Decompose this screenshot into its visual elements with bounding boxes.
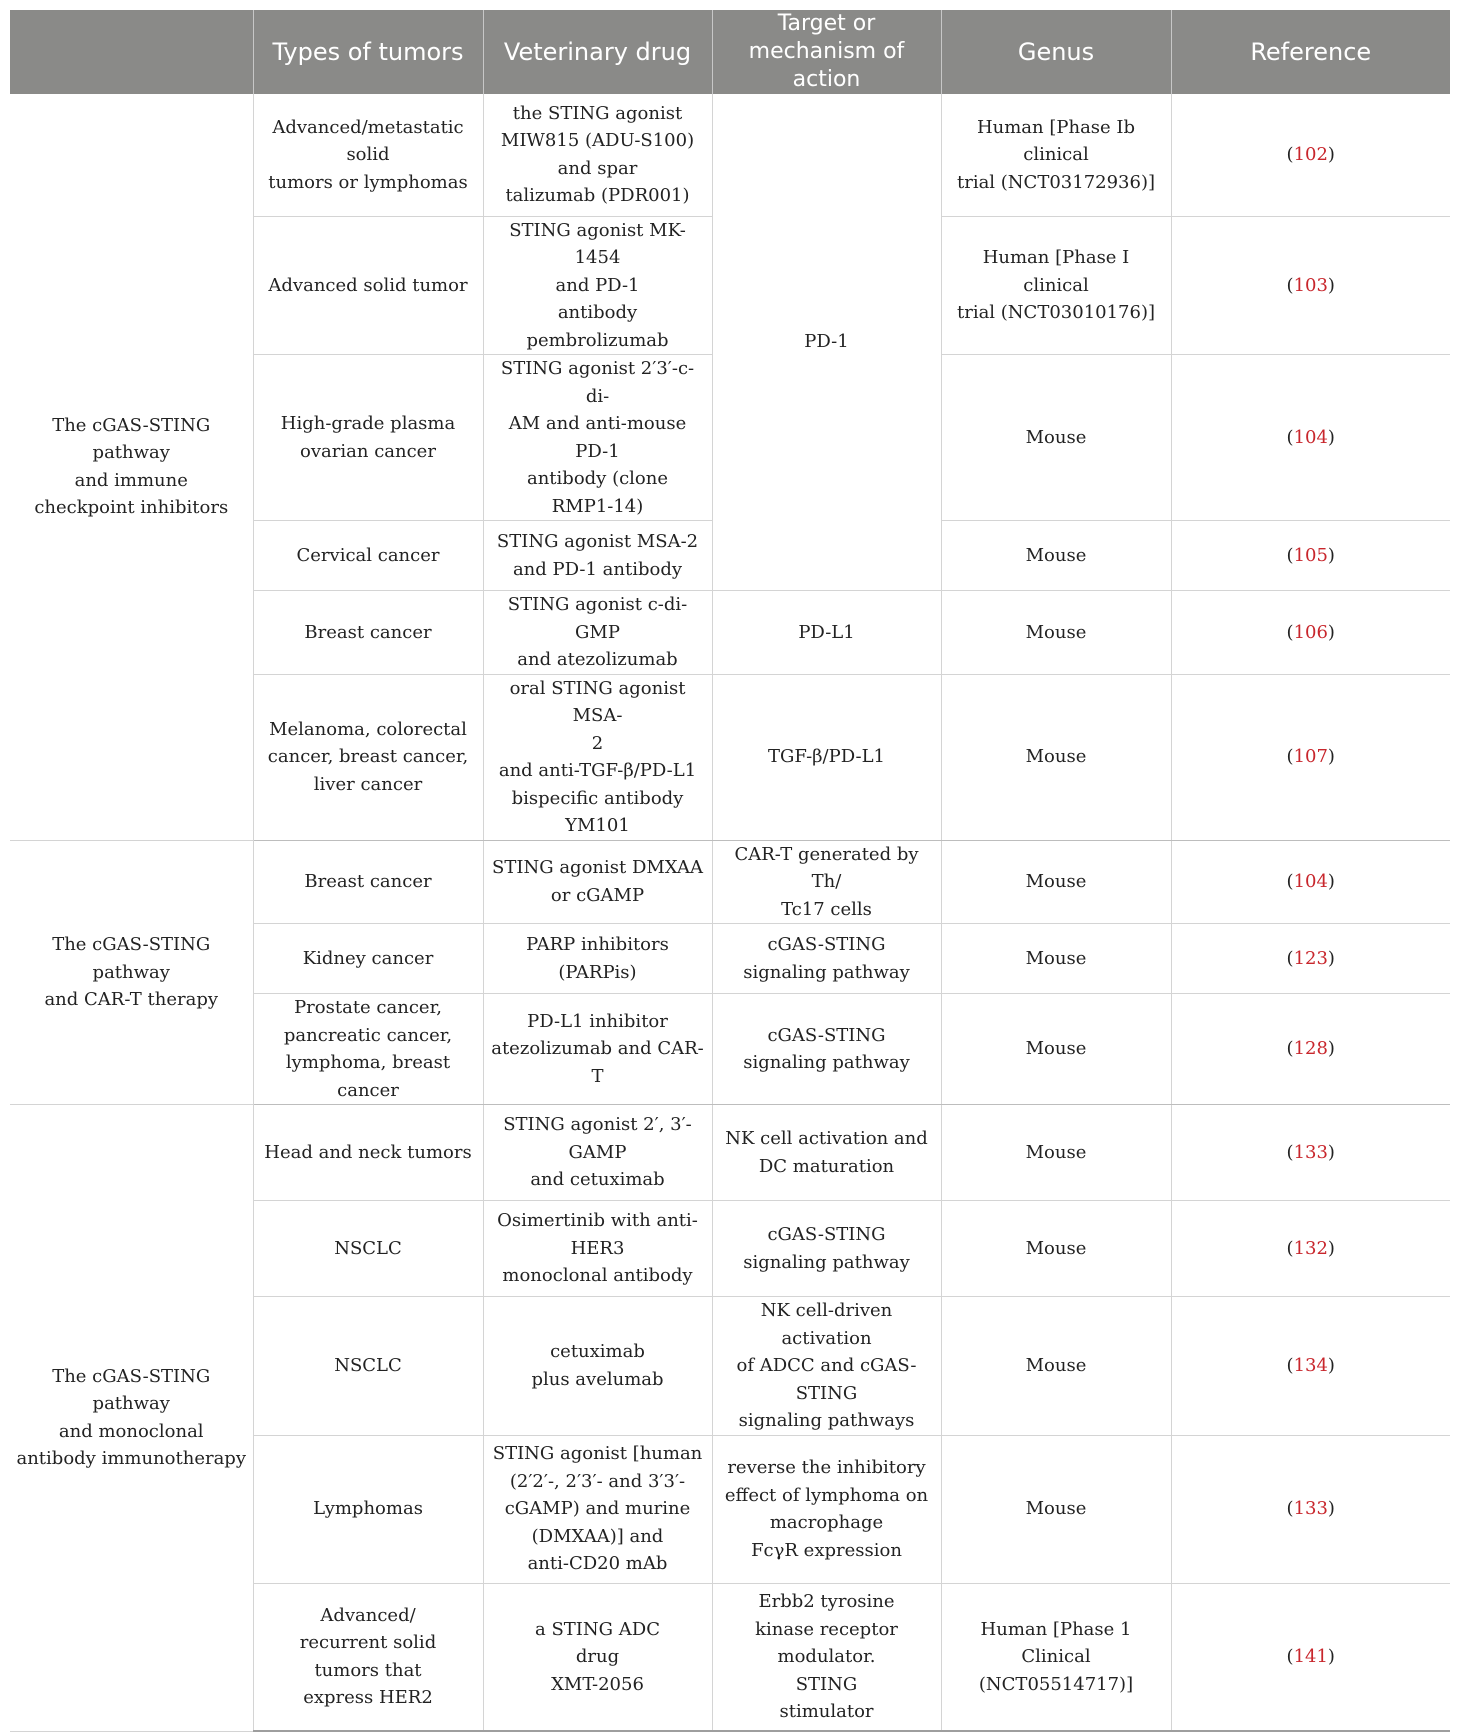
- target-cell: CAR-T generated by Th/ Tc17 cells: [712, 840, 941, 924]
- tumor-cell: High-grade plasma ovarian cancer: [253, 355, 483, 521]
- target-cell: NK cell-driven activation of ADCC and cGAS- STING signaling pathways: [712, 1297, 941, 1436]
- reference-cell: (141): [1171, 1583, 1450, 1731]
- category-cell: The cGAS-STING pathway and CAR-T therapy: [10, 840, 253, 1105]
- table-row: [10, 1105, 1450, 1201]
- header-target: Target or mechanism of action: [712, 10, 941, 94]
- genus-cell: Mouse: [941, 1297, 1171, 1436]
- reference-link[interactable]: 104: [1293, 871, 1328, 892]
- tumor-cell: Head and neck tumors: [253, 1105, 483, 1201]
- genus-cell: Mouse: [941, 355, 1171, 521]
- tumor-cell: Breast cancer: [253, 840, 483, 924]
- reference-cell: (105): [1171, 521, 1450, 591]
- tumor-cell: Prostate cancer, pancreatic cancer, lymphoma, breast cancer: [253, 994, 483, 1105]
- header-category: [10, 10, 253, 94]
- drug-cell: STING agonist MSA-2 and PD-1 antibody: [483, 521, 712, 591]
- genus-cell: Mouse: [941, 840, 1171, 924]
- target-cell: PD-L1: [712, 591, 941, 675]
- drug-cell: STING agonist 2′, 3′- GAMP and cetuximab: [483, 1105, 712, 1201]
- data-table: [10, 10, 1450, 1732]
- tumor-cell: Lymphomas: [253, 1435, 483, 1583]
- reference-cell: (128): [1171, 994, 1450, 1105]
- drug-cell: STING agonist DMXAA or cGAMP: [483, 840, 712, 924]
- reference-cell: (103): [1171, 216, 1450, 355]
- drug-cell: Osimertinib with anti- HER3 monoclonal antibody: [483, 1201, 712, 1297]
- tumor-cell: NSCLC: [253, 1201, 483, 1297]
- reference-link[interactable]: 102: [1293, 144, 1328, 165]
- drug-cell: PARP inhibitors (PARPis): [483, 924, 712, 994]
- header-veterinary-drug: Veterinary drug: [483, 10, 712, 94]
- tumor-cell: Breast cancer: [253, 591, 483, 675]
- table-container: [10, 10, 1450, 1732]
- genus-cell: Human [Phase Ib clinical trial (NCT03172936)]: [941, 94, 1171, 216]
- tumor-cell: Kidney cancer: [253, 924, 483, 994]
- drug-cell: STING agonist MK-1454 and PD-1 antibody pembrolizumab: [483, 216, 712, 355]
- genus-cell: Mouse: [941, 674, 1171, 840]
- target-cell: cGAS-STING signaling pathway: [712, 994, 941, 1105]
- category-cell: The cGAS-STING pathway and immune checkpoint inhibitors: [10, 94, 253, 840]
- reference-link[interactable]: 133: [1293, 1498, 1328, 1520]
- target-cell: reverse the inhibitory effect of lymphoma on macrophage FcγR expression: [712, 1435, 941, 1583]
- reference-link[interactable]: 141: [1293, 1646, 1328, 1667]
- drug-cell: PD-L1 inhibitor atezolizumab and CAR-T: [483, 994, 712, 1105]
- reference-cell: (133): [1171, 1435, 1450, 1583]
- table-row: [10, 840, 1450, 924]
- tumor-cell: Advanced/metastatic solid tumors or lymphomas: [253, 94, 483, 216]
- genus-cell: Human [Phase I clinical trial (NCT03010176)]: [941, 216, 1171, 355]
- tumor-cell: Advanced/ recurrent solid tumors that express HER2: [253, 1583, 483, 1731]
- drug-cell: STING agonist c-di-GMP and atezolizumab: [483, 591, 712, 675]
- reference-link[interactable]: 104: [1293, 426, 1328, 448]
- reference-link[interactable]: 106: [1293, 621, 1328, 643]
- header-row: [10, 10, 1450, 94]
- reference-link[interactable]: 107: [1293, 746, 1328, 768]
- reference-cell: (102): [1171, 94, 1450, 216]
- header-tumor-types: Types of tumors: [253, 10, 483, 94]
- genus-cell: Mouse: [941, 1435, 1171, 1583]
- reference-link[interactable]: 123: [1293, 947, 1328, 969]
- target-cell: cGAS-STING signaling pathway: [712, 1201, 941, 1297]
- reference-cell: (104): [1171, 840, 1450, 924]
- genus-cell: Mouse: [941, 994, 1171, 1105]
- reference-cell: (106): [1171, 591, 1450, 675]
- reference-cell: (123): [1171, 924, 1450, 994]
- reference-cell: (133): [1171, 1105, 1450, 1201]
- genus-cell: Mouse: [941, 591, 1171, 675]
- reference-cell: (107): [1171, 674, 1450, 840]
- reference-link[interactable]: 132: [1293, 1237, 1328, 1259]
- genus-cell: Mouse: [941, 924, 1171, 994]
- table-row: [10, 94, 1450, 216]
- tumor-cell: Melanoma, colorectal cancer, breast cancer, liver cancer: [253, 674, 483, 840]
- reference-cell: (104): [1171, 355, 1450, 521]
- header-genus: Genus: [941, 10, 1171, 94]
- drug-cell: the STING agonist MIW815 (ADU-S100) and spar talizumab (PDR001): [483, 94, 712, 216]
- target-cell: NK cell activation and DC maturation: [712, 1105, 941, 1201]
- genus-cell: Mouse: [941, 1201, 1171, 1297]
- tumor-cell: Cervical cancer: [253, 521, 483, 591]
- target-cell: cGAS-STING signaling pathway: [712, 924, 941, 994]
- tumor-cell: Advanced solid tumor: [253, 216, 483, 355]
- reference-link[interactable]: 134: [1293, 1355, 1328, 1376]
- genus-cell: Mouse: [941, 521, 1171, 591]
- target-cell: TGF-β/PD-L1: [712, 674, 941, 840]
- reference-link[interactable]: 128: [1293, 1038, 1328, 1060]
- drug-cell: STING agonist 2′3′-c-di- AM and anti-mouse PD-1 antibody (clone RMP1-14): [483, 355, 712, 521]
- target-cell: PD-1: [712, 94, 941, 591]
- drug-cell: STING agonist [human (2′2′-, 2′3′- and 3′3′- cGAMP) and murine (DMXAA)] and anti-CD20 mAb: [483, 1435, 712, 1583]
- tumor-cell: NSCLC: [253, 1297, 483, 1436]
- target-cell: Erbb2 tyrosine kinase receptor modulator. STING stimulator: [712, 1583, 941, 1731]
- drug-cell: cetuximab plus avelumab: [483, 1297, 712, 1436]
- drug-cell: oral STING agonist MSA- 2 and anti-TGF-β/PD-L1 bispecific antibody YM101: [483, 674, 712, 840]
- genus-cell: Human [Phase 1 Clinical (NCT05514717)]: [941, 1583, 1171, 1731]
- drug-cell: a STING ADC drug XMT-2056: [483, 1583, 712, 1731]
- reference-cell: (132): [1171, 1201, 1450, 1297]
- header-reference: Reference: [1171, 10, 1450, 94]
- genus-cell: Mouse: [941, 1105, 1171, 1201]
- reference-link[interactable]: 103: [1293, 274, 1328, 296]
- reference-link[interactable]: 105: [1293, 544, 1328, 566]
- reference-link[interactable]: 133: [1293, 1141, 1328, 1163]
- category-cell: The cGAS-STING pathway and monoclonal antibody immunotherapy: [10, 1105, 253, 1732]
- reference-cell: (134): [1171, 1297, 1450, 1436]
